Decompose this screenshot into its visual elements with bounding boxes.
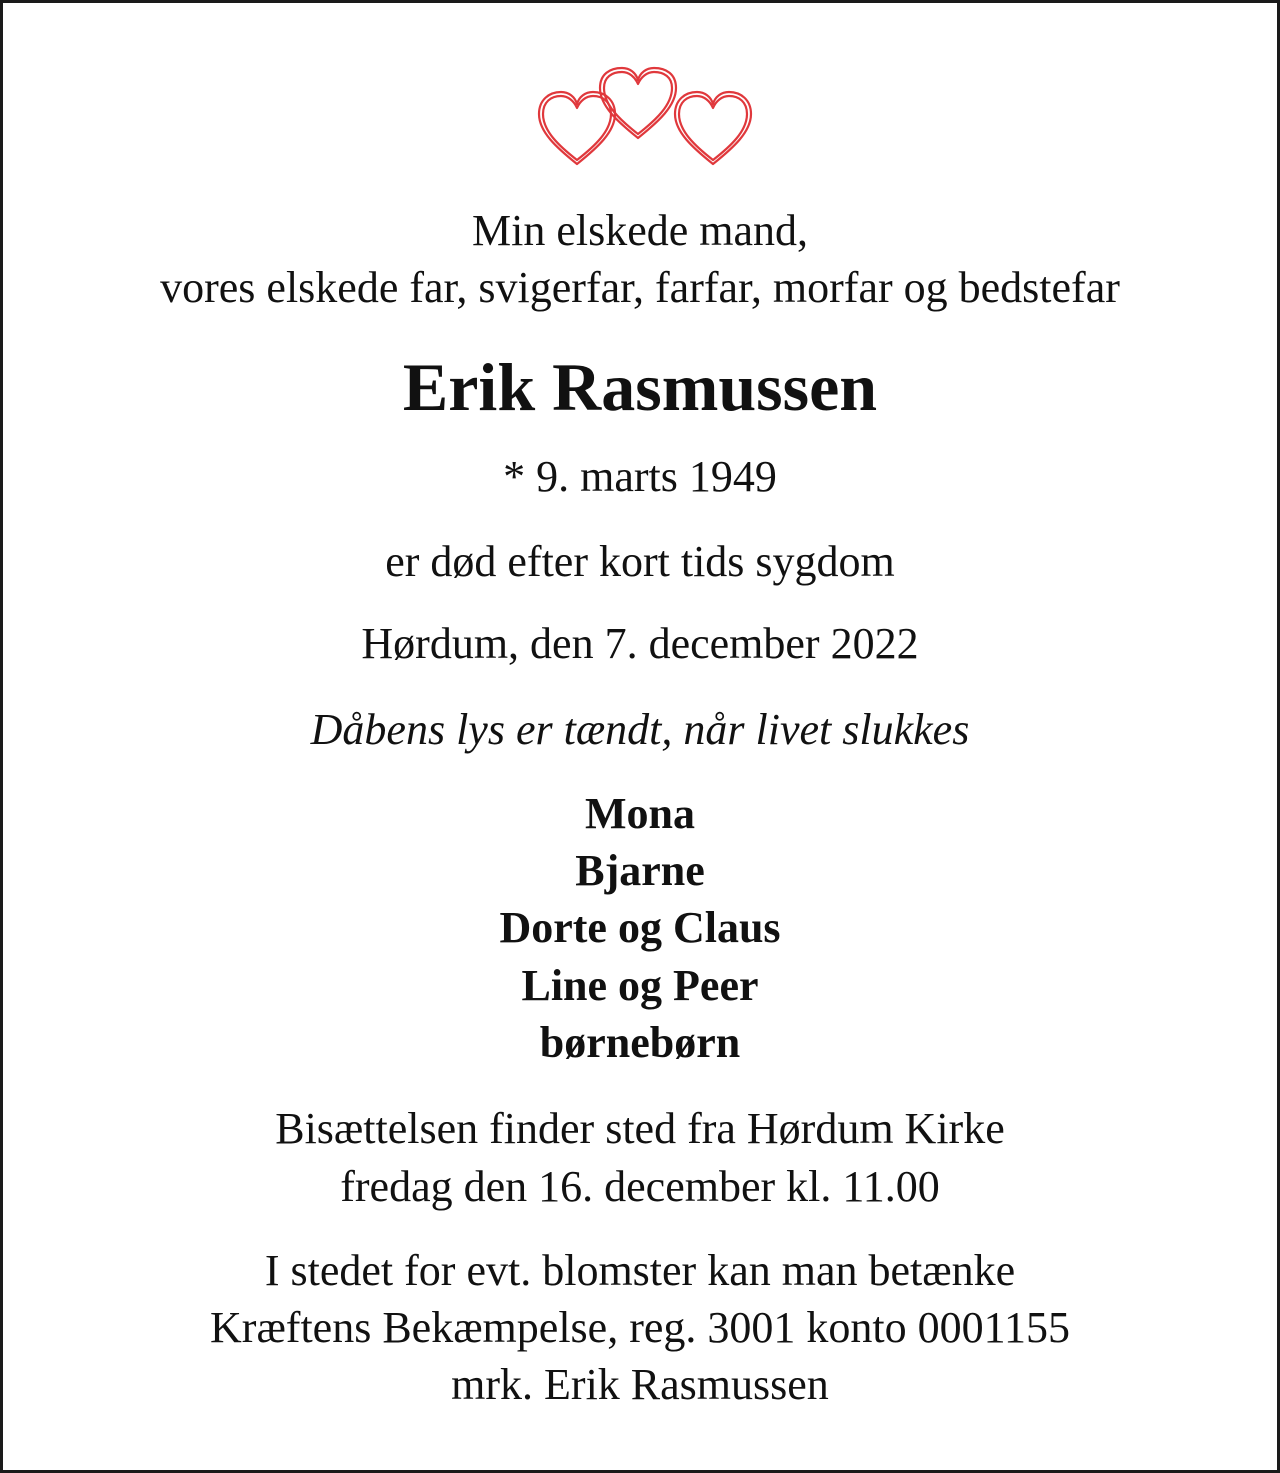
family-member: Mona [585, 789, 695, 838]
deceased-name: Erik Rasmussen [402, 349, 878, 425]
family-member: Line og Peer [521, 961, 759, 1010]
hearts-icon [535, 66, 755, 171]
family-member: Bjarne [575, 846, 705, 895]
funeral-line-1: Bisættelsen finder sted fra Hørdum Kirke [275, 1104, 1005, 1153]
family-member: Dorte og Claus [499, 903, 781, 952]
donation-line-3: mrk. Erik Rasmussen [451, 1360, 829, 1409]
donation-line-1: I stedet for evt. blomster kan man betænke [264, 1246, 1016, 1295]
cause-of-death: er død efter kort tids sygdom [385, 537, 895, 586]
intro-line-1: Min elskede mand, [471, 206, 809, 255]
place-and-date: Hørdum, den 7. december 2022 [361, 619, 919, 668]
birth-date: * 9. marts 1949 [503, 452, 777, 501]
family-member: børnebørn [539, 1018, 741, 1067]
motto: Dåbens lys er tændt, når livet slukkes [310, 705, 970, 754]
funeral-line-2: fredag den 16. december kl. 11.00 [340, 1162, 940, 1211]
donation-line-2: Kræftens Bekæmpelse, reg. 3001 konto 0001155 [210, 1303, 1070, 1352]
intro-line-2: vores elskede far, svigerfar, farfar, morfar og bedstefar [160, 263, 1120, 312]
